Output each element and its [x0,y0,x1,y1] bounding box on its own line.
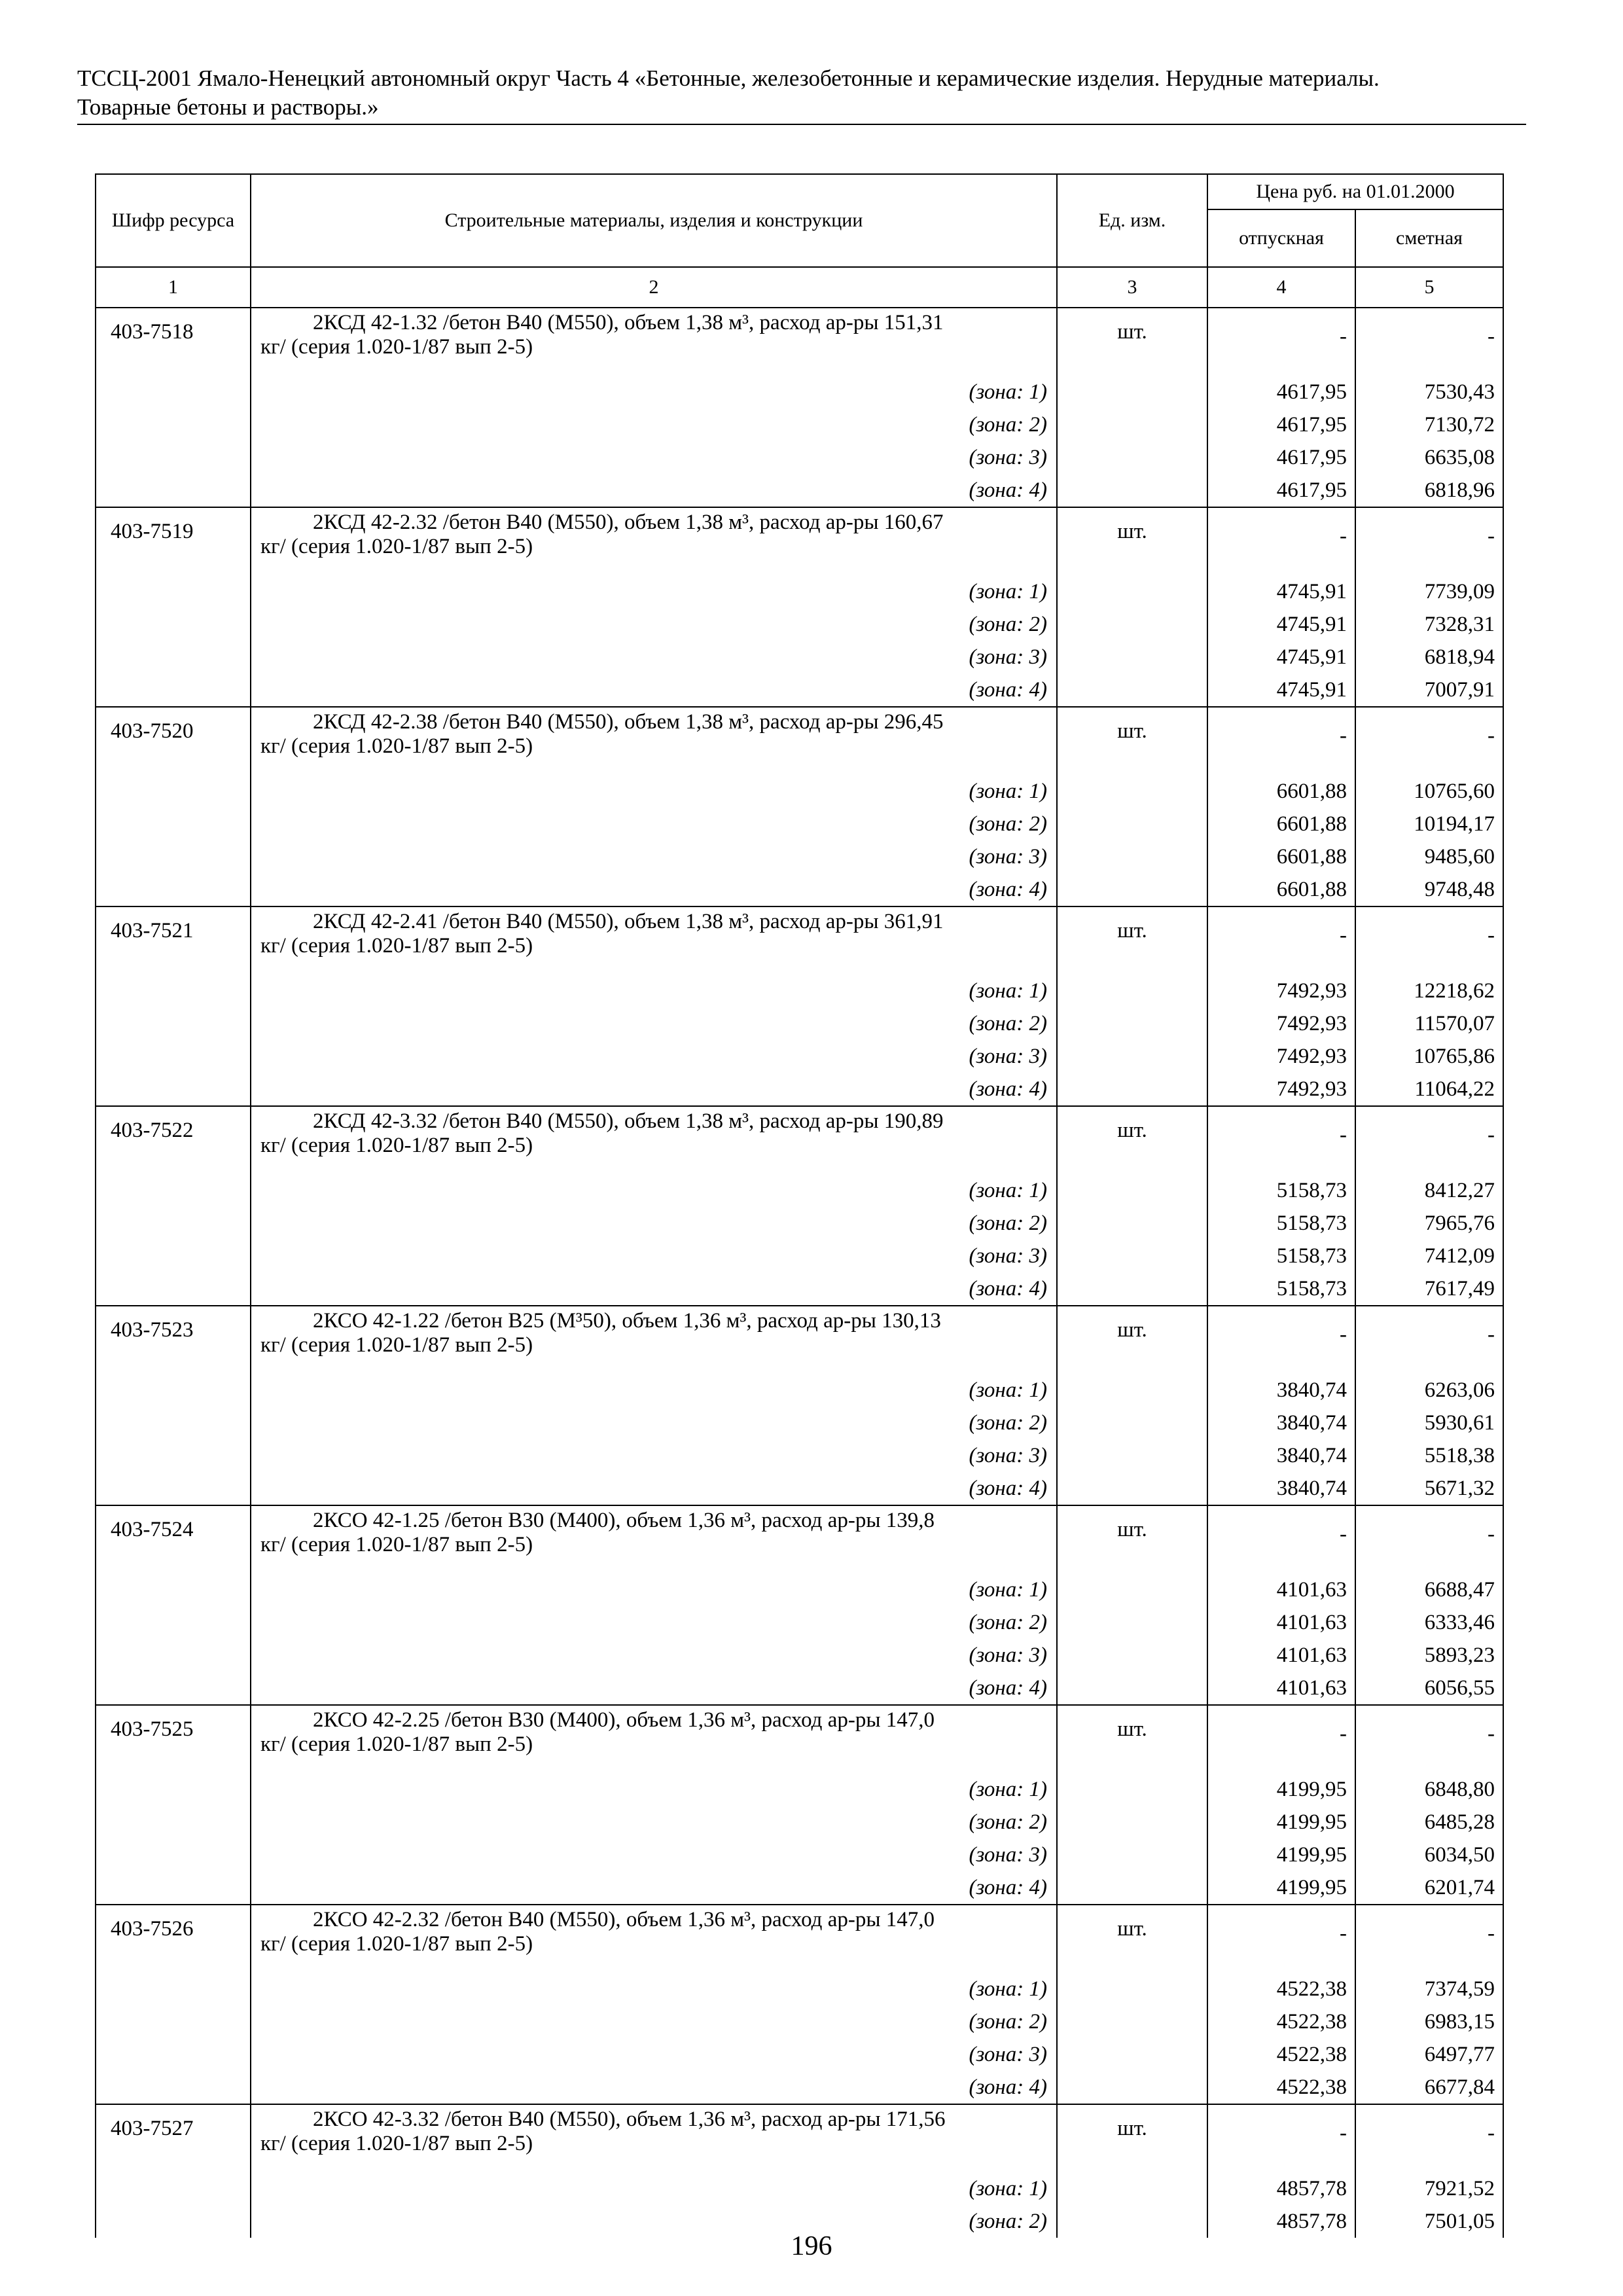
unit-cell: шт. [1057,1306,1207,1505]
resource-code: 403-7522 [96,1106,251,1306]
zone-label: (зона: 4) [251,1073,1057,1106]
zone-label: (зона: 3) [251,1240,1057,1272]
release-price: - [1207,1705,1355,1773]
material-name [251,1905,1057,1973]
zone-release-price: 4101,63 [1207,1606,1355,1639]
zone-estimate-price: 6983,15 [1355,2005,1503,2038]
zone-estimate-price: 10765,86 [1355,1040,1503,1073]
material-name [251,507,1057,575]
material-name-line-2: кг/ (серия 1.020-1/87 вып 2-5) [260,535,533,558]
release-price: - [1207,507,1355,575]
zone-label: (зона: 3) [251,441,1057,474]
zone-row [96,1374,1503,1407]
zone-estimate-price: 11570,07 [1355,1007,1503,1040]
zone-row [96,1573,1503,1606]
zone-release-price: 4617,95 [1207,376,1355,408]
zone-release-price: 4199,95 [1207,1773,1355,1806]
zone-label: (зона: 2) [251,1606,1057,1639]
material-name-line-1: 2КСО 42-1.22 /бетон В25 (М³50), объем 1,36 м³, расход ар-ры 130,13 [313,1309,941,1333]
zone-estimate-price: 6263,06 [1355,1374,1503,1407]
zone-release-price: 6601,88 [1207,775,1355,808]
zone-label: (зона: 4) [251,873,1057,906]
col-header-unit: Ед. изм. [1057,174,1207,267]
material-name-line-1: 2КСО 42-2.32 /бетон В40 (М550), объем 1,36 м³, расход ар-ры 147,0 [313,1908,935,1931]
zone-estimate-price: 7501,05 [1355,2205,1503,2238]
material-name-line-2: кг/ (серия 1.020-1/87 вып 2-5) [260,1333,533,1357]
unit-cell: шт. [1057,2104,1207,2238]
material-name-line-2: кг/ (серия 1.020-1/87 вып 2-5) [260,1732,533,1756]
zone-row [96,608,1503,641]
zone-row [96,641,1503,673]
zone-row [96,775,1503,808]
unit-cell: шт. [1057,1106,1207,1306]
zone-label: (зона: 4) [251,673,1057,707]
material-name-line-2: кг/ (серия 1.020-1/87 вып 2-5) [260,335,533,359]
page-number: 196 [791,2231,832,2261]
zone-release-price: 4101,63 [1207,1672,1355,1705]
zone-label: (зона: 2) [251,608,1057,641]
zone-row [96,1839,1503,1871]
estimate-price: - [1355,1705,1503,1773]
table-head [96,174,1503,308]
zone-label: (зона: 2) [251,808,1057,840]
resource-code: 403-7518 [96,308,251,507]
zone-label: (зона: 2) [251,2005,1057,2038]
zone-estimate-price: 5893,23 [1355,1639,1503,1672]
zone-row [96,1174,1503,1207]
resource-code: 403-7524 [96,1505,251,1705]
zone-estimate-price: 7374,59 [1355,1973,1503,2005]
zone-estimate-price: 6635,08 [1355,441,1503,474]
zone-label: (зона: 2) [251,1407,1057,1439]
material-name [251,1106,1057,1174]
zone-release-price: 4857,78 [1207,2205,1355,2238]
unit-cell: шт. [1057,1905,1207,2104]
zone-release-price: 4617,95 [1207,408,1355,441]
zone-estimate-price: 6034,50 [1355,1839,1503,1871]
estimate-price: - [1355,707,1503,775]
estimate-price: - [1355,308,1503,376]
header-line-1: ТССЦ-2001 Ямало-Ненецкий автономный округ Часть 4 «Бетонные, железобетонные и керамические изделия. Нерудные материалы. [77,65,1380,91]
material-name-line-2: кг/ (серия 1.020-1/87 вып 2-5) [260,934,533,958]
column-number: 1 [96,267,251,308]
zone-release-price: 7492,93 [1207,975,1355,1007]
zone-estimate-price: 10194,17 [1355,808,1503,840]
zone-row [96,2038,1503,2071]
zone-estimate-price: 6677,84 [1355,2071,1503,2104]
zone-release-price: 5158,73 [1207,1272,1355,1306]
zone-row [96,1073,1503,1106]
zone-estimate-price: 7007,91 [1355,673,1503,707]
material-name [251,906,1057,975]
zone-label: (зона: 3) [251,1040,1057,1073]
zone-estimate-price: 10765,60 [1355,775,1503,808]
release-price: - [1207,2104,1355,2172]
material-name-line-2: кг/ (серия 1.020-1/87 вып 2-5) [260,1134,533,1157]
col-header-name: Строительные материалы, изделия и конструкции [251,174,1057,267]
zone-row [96,1007,1503,1040]
zone-release-price: 4745,91 [1207,575,1355,608]
zone-label: (зона: 4) [251,2071,1057,2104]
zone-row [96,1672,1503,1705]
zone-estimate-price: 12218,62 [1355,975,1503,1007]
zone-estimate-price: 7617,49 [1355,1272,1503,1306]
zone-label: (зона: 3) [251,1439,1057,1472]
header-line-2: Товарные бетоны и растворы.» [77,94,379,120]
zone-release-price: 5158,73 [1207,1240,1355,1272]
unit-cell: шт. [1057,707,1207,906]
zone-row [96,575,1503,608]
zone-row [96,2071,1503,2104]
col-header-release: отпускная [1207,209,1355,267]
zone-estimate-price: 6201,74 [1355,1871,1503,1905]
zone-row [96,2172,1503,2205]
zone-release-price: 4101,63 [1207,1639,1355,1672]
zone-release-price: 4522,38 [1207,1973,1355,2005]
zone-row [96,1806,1503,1839]
zone-label: (зона: 4) [251,1871,1057,1905]
zone-label: (зона: 3) [251,840,1057,873]
zone-label: (зона: 3) [251,1839,1057,1871]
zone-estimate-price: 6688,47 [1355,1573,1503,1606]
material-name [251,1306,1057,1374]
zone-label: (зона: 1) [251,775,1057,808]
table-row [96,507,1503,575]
table-row [96,906,1503,975]
zone-estimate-price: 7921,52 [1355,2172,1503,2205]
zone-label: (зона: 2) [251,1007,1057,1040]
zone-label: (зона: 4) [251,1472,1057,1505]
zone-release-price: 4199,95 [1207,1871,1355,1905]
estimate-price: - [1355,1905,1503,1973]
zone-estimate-price: 6485,28 [1355,1806,1503,1839]
zone-release-price: 4617,95 [1207,441,1355,474]
estimate-price: - [1355,1106,1503,1174]
estimate-price: - [1355,906,1503,975]
table-row [96,1306,1503,1374]
zone-row [96,376,1503,408]
material-name [251,1705,1057,1773]
resource-code: 403-7519 [96,507,251,707]
column-number: 4 [1207,267,1355,308]
table-row [96,1705,1503,1773]
zone-row [96,1472,1503,1505]
zone-label: (зона: 3) [251,1639,1057,1672]
zone-label: (зона: 3) [251,641,1057,673]
zone-row [96,1639,1503,1672]
zone-estimate-price: 6848,80 [1355,1773,1503,1806]
zone-label: (зона: 1) [251,376,1057,408]
material-name-line-1: 2КСО 42-2.25 /бетон В30 (М400), объем 1,36 м³, расход ар-ры 147,0 [313,1708,935,1732]
material-name-line-2: кг/ (серия 1.020-1/87 вып 2-5) [260,2132,533,2155]
estimate-price: - [1355,2104,1503,2172]
resource-code: 403-7526 [96,1905,251,2104]
zone-release-price: 7492,93 [1207,1073,1355,1106]
release-price: - [1207,1306,1355,1374]
material-name-line-1: 2КСД 42-2.38 /бетон В40 (М550), объем 1,38 м³, расход ар-ры 296,45 [313,710,944,734]
column-number: 2 [251,267,1057,308]
zone-release-price: 4522,38 [1207,2038,1355,2071]
zone-release-price: 4745,91 [1207,673,1355,707]
zone-label: (зона: 4) [251,474,1057,507]
column-numbers-row [96,267,1503,308]
zone-label: (зона: 1) [251,575,1057,608]
zone-estimate-price: 6497,77 [1355,2038,1503,2071]
zone-label: (зона: 4) [251,1272,1057,1306]
zone-release-price: 4199,95 [1207,1806,1355,1839]
resource-code: 403-7521 [96,906,251,1106]
zone-estimate-price: 7965,76 [1355,1207,1503,1240]
zone-release-price: 3840,74 [1207,1439,1355,1472]
zone-release-price: 6601,88 [1207,873,1355,906]
zone-release-price: 4745,91 [1207,608,1355,641]
release-price: - [1207,707,1355,775]
zone-label: (зона: 2) [251,1806,1057,1839]
material-name-line-1: 2КСД 42-1.32 /бетон В40 (М550), объем 1,38 м³, расход ар-ры 151,31 [313,311,944,334]
material-name-line-2: кг/ (серия 1.020-1/87 вып 2-5) [260,734,533,758]
material-name-line-1: 2КСД 42-3.32 /бетон В40 (М550), объем 1,38 м³, расход ар-ры 190,89 [313,1109,944,1133]
zone-estimate-price: 6333,46 [1355,1606,1503,1639]
table-row [96,707,1503,775]
zone-row [96,441,1503,474]
material-name [251,308,1057,376]
resource-code: 403-7527 [96,2104,251,2238]
zone-row [96,1973,1503,2005]
zone-label: (зона: 1) [251,1573,1057,1606]
column-number: 3 [1057,267,1207,308]
zone-estimate-price: 7328,31 [1355,608,1503,641]
zone-row [96,1040,1503,1073]
unit-cell: шт. [1057,1705,1207,1905]
zone-release-price: 4745,91 [1207,641,1355,673]
zone-estimate-price: 5930,61 [1355,1407,1503,1439]
zone-label: (зона: 1) [251,975,1057,1007]
zone-label: (зона: 3) [251,2038,1057,2071]
zone-estimate-price: 7739,09 [1355,575,1503,608]
zone-row [96,1606,1503,1639]
resource-code: 403-7523 [96,1306,251,1505]
zone-label: (зона: 1) [251,2172,1057,2205]
zone-row [96,673,1503,707]
zone-release-price: 3840,74 [1207,1374,1355,1407]
zone-estimate-price: 7412,09 [1355,1240,1503,1272]
zone-estimate-price: 8412,27 [1355,1174,1503,1207]
unit-cell: шт. [1057,1505,1207,1705]
zone-label: (зона: 4) [251,1672,1057,1705]
zone-release-price: 7492,93 [1207,1007,1355,1040]
zone-estimate-price: 7530,43 [1355,376,1503,408]
zone-release-price: 3840,74 [1207,1472,1355,1505]
zone-release-price: 7492,93 [1207,1040,1355,1073]
zone-release-price: 5158,73 [1207,1207,1355,1240]
table-row [96,1505,1503,1573]
resource-code: 403-7520 [96,707,251,906]
zone-row [96,1272,1503,1306]
zone-label: (зона: 2) [251,2205,1057,2238]
zone-estimate-price: 9748,48 [1355,873,1503,906]
zone-estimate-price: 11064,22 [1355,1073,1503,1106]
zone-row [96,2005,1503,2038]
zone-row [96,840,1503,873]
material-name-line-2: кг/ (серия 1.020-1/87 вып 2-5) [260,1932,533,1956]
zone-release-price: 4522,38 [1207,2071,1355,2104]
zone-row [96,873,1503,906]
zone-release-price: 4617,95 [1207,474,1355,507]
release-price: - [1207,308,1355,376]
zone-label: (зона: 1) [251,1174,1057,1207]
zone-row [96,408,1503,441]
zone-estimate-price: 6818,94 [1355,641,1503,673]
table-row [96,1106,1503,1174]
release-price: - [1207,1106,1355,1174]
col-header-estimate: сметная [1355,209,1503,267]
col-header-price-group: Цена руб. на 01.01.2000 [1207,174,1503,209]
material-name [251,2104,1057,2172]
zone-label: (зона: 1) [251,1973,1057,2005]
zone-row [96,1240,1503,1272]
zone-release-price: 4857,78 [1207,2172,1355,2205]
zone-label: (зона: 2) [251,408,1057,441]
zone-estimate-price: 5671,32 [1355,1472,1503,1505]
column-number: 5 [1355,267,1503,308]
zone-estimate-price: 9485,60 [1355,840,1503,873]
release-price: - [1207,1905,1355,1973]
unit-cell: шт. [1057,308,1207,507]
material-name-line-1: 2КСД 42-2.32 /бетон В40 (М550), объем 1,38 м³, расход ар-ры 160,67 [313,511,944,534]
unit-cell: шт. [1057,507,1207,707]
release-price: - [1207,1505,1355,1573]
zone-estimate-price: 6818,96 [1355,474,1503,507]
zone-estimate-price: 7130,72 [1355,408,1503,441]
zone-row [96,474,1503,507]
material-name-line-1: 2КСД 42-2.41 /бетон В40 (М550), объем 1,38 м³, расход ар-ры 361,91 [313,910,944,933]
estimate-price: - [1355,507,1503,575]
zone-label: (зона: 1) [251,1374,1057,1407]
material-name-line-2: кг/ (серия 1.020-1/87 вып 2-5) [260,1533,533,1556]
page-header [77,64,1526,125]
zone-estimate-price: 6056,55 [1355,1672,1503,1705]
table-row [96,1905,1503,1973]
estimate-price: - [1355,1505,1503,1573]
resource-code: 403-7525 [96,1705,251,1905]
zone-release-price: 6601,88 [1207,840,1355,873]
zone-row [96,1773,1503,1806]
material-name [251,1505,1057,1573]
material-name [251,707,1057,775]
zone-row [96,808,1503,840]
unit-cell: шт. [1057,906,1207,1106]
zone-row [96,975,1503,1007]
zone-row [96,1207,1503,1240]
zone-release-price: 6601,88 [1207,808,1355,840]
table-row [96,308,1503,376]
zone-row [96,1871,1503,1905]
zone-release-price: 4522,38 [1207,2005,1355,2038]
material-name-line-1: 2КСО 42-1.25 /бетон В30 (М400), объем 1,36 м³, расход ар-ры 139,8 [313,1509,935,1532]
zone-label: (зона: 1) [251,1773,1057,1806]
material-name-line-1: 2КСО 42-3.32 /бетон В40 (М550), объем 1,36 м³, расход ар-ры 171,56 [313,2108,946,2131]
zone-label: (зона: 2) [251,1207,1057,1240]
release-price: - [1207,906,1355,975]
price-table [95,173,1504,2238]
table-body [96,308,1503,2238]
zone-row [96,1439,1503,1472]
zone-row [96,1407,1503,1439]
zone-release-price: 4101,63 [1207,1573,1355,1606]
zone-release-price: 3840,74 [1207,1407,1355,1439]
estimate-price: - [1355,1306,1503,1374]
table-row [96,2104,1503,2172]
zone-estimate-price: 5518,38 [1355,1439,1503,1472]
col-header-code: Шифр ресурса [96,174,251,267]
zone-release-price: 4199,95 [1207,1839,1355,1871]
zone-release-price: 5158,73 [1207,1174,1355,1207]
